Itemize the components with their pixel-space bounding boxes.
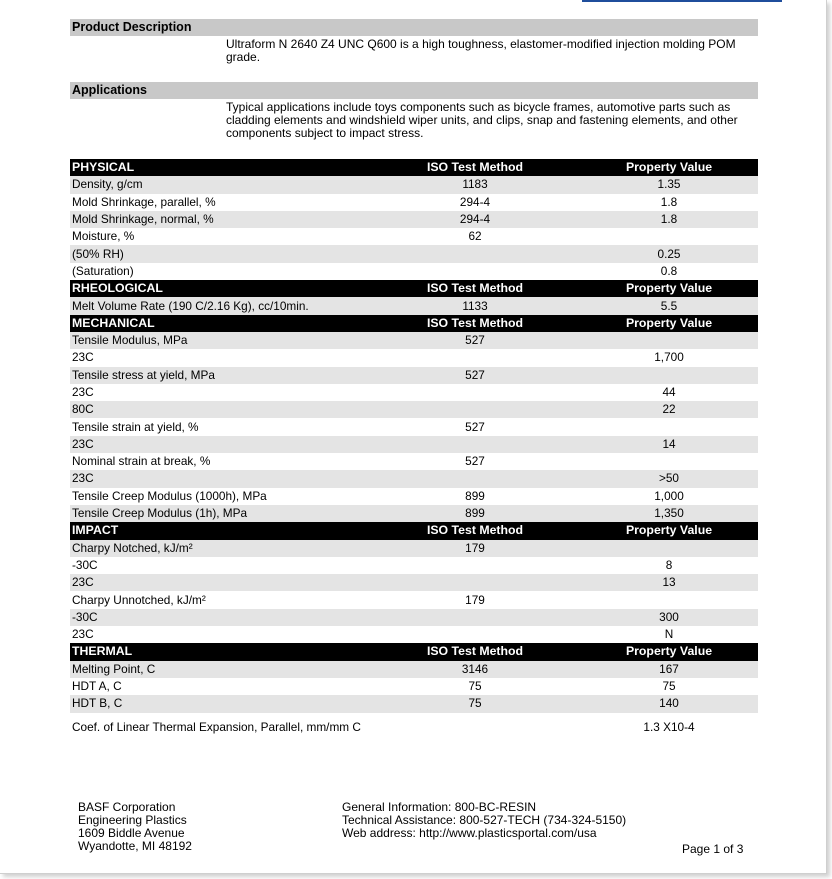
iso-test-method: 294-4	[370, 211, 580, 228]
iso-test-method: 527	[370, 418, 580, 435]
property-value: N	[580, 626, 758, 643]
property-value	[580, 228, 758, 245]
property-row	[70, 349, 758, 366]
property-value: 1.35	[580, 176, 758, 193]
footer-web-address: Web address: http://www.plasticsportal.com/usa	[342, 826, 597, 840]
property-value: 1.3 X10-4	[580, 713, 758, 743]
property-value: 167	[580, 661, 758, 678]
property-name: Charpy Unnotched, kJ/m²	[70, 591, 370, 608]
section-title: THERMAL	[70, 643, 370, 660]
property-row	[70, 194, 758, 211]
property-name: Moisture, %	[70, 228, 370, 245]
property-name: -30C	[70, 557, 370, 574]
section-header-row	[70, 315, 758, 332]
property-value-header: Property Value	[580, 159, 758, 176]
property-name: Charpy Notched, kJ/m²	[70, 540, 370, 557]
footer-address-line: Wyandotte, MI 48192	[78, 839, 192, 853]
property-row	[70, 436, 758, 453]
property-value: 1.8	[580, 194, 758, 211]
property-value: 75	[580, 678, 758, 695]
property-value: 0.25	[580, 245, 758, 262]
property-row	[70, 609, 758, 626]
property-value: 1.8	[580, 211, 758, 228]
property-name: 23C	[70, 436, 370, 453]
property-value: 1,000	[580, 488, 758, 505]
footer-contact	[342, 801, 626, 840]
iso-test-method	[370, 245, 580, 262]
property-value: 300	[580, 609, 758, 626]
iso-test-method	[370, 401, 580, 418]
section-header-row	[70, 643, 758, 660]
iso-test-method	[370, 713, 580, 743]
property-value-header: Property Value	[580, 315, 758, 332]
property-row	[70, 401, 758, 418]
property-row	[70, 228, 758, 245]
iso-test-method	[370, 557, 580, 574]
property-name: 23C	[70, 574, 370, 591]
property-row	[70, 211, 758, 228]
section-title: PHYSICAL	[70, 159, 370, 176]
property-row	[70, 384, 758, 401]
iso-test-method: 899	[370, 488, 580, 505]
iso-test-method	[370, 609, 580, 626]
property-value: 1,700	[580, 349, 758, 366]
iso-test-method	[370, 574, 580, 591]
iso-test-method	[370, 263, 580, 280]
product-description-heading: Product Description	[70, 19, 758, 36]
property-row	[70, 678, 758, 695]
property-row	[70, 661, 758, 678]
property-value	[580, 591, 758, 608]
section-title: MECHANICAL	[70, 315, 370, 332]
footer-technical-assistance: Technical Assistance: 800-527-TECH (734-324-5150)	[342, 813, 627, 827]
property-name: -30C	[70, 609, 370, 626]
property-row	[70, 332, 758, 349]
property-name: Tensile Modulus, MPa	[70, 332, 370, 349]
property-name: 23C	[70, 384, 370, 401]
iso-test-method: 1133	[370, 297, 580, 314]
iso-test-method	[370, 470, 580, 487]
iso-test-method: 527	[370, 453, 580, 470]
property-row	[70, 591, 758, 608]
iso-test-method	[370, 349, 580, 366]
footer-general-info: General Information: 800-BC-RESIN	[342, 800, 537, 814]
property-row	[70, 540, 758, 557]
property-name: Mold Shrinkage, normal, %	[70, 211, 370, 228]
iso-test-method: 179	[370, 591, 580, 608]
page-top-accent	[582, 0, 782, 2]
property-name: Tensile stress at yield, MPa	[70, 367, 370, 384]
property-value	[580, 453, 758, 470]
section-header-row	[70, 522, 758, 539]
property-name: 23C	[70, 626, 370, 643]
section-header-row	[70, 280, 758, 297]
iso-test-method: 3146	[370, 661, 580, 678]
property-row	[70, 453, 758, 470]
property-name: Tensile Creep Modulus (1h), MPa	[70, 505, 370, 522]
section-title: IMPACT	[70, 522, 370, 539]
property-row	[70, 263, 758, 280]
property-name: 23C	[70, 470, 370, 487]
property-row	[70, 713, 758, 743]
property-name: Density, g/cm	[70, 176, 370, 193]
iso-test-method: 62	[370, 228, 580, 245]
property-name: Nominal strain at break, %	[70, 453, 370, 470]
property-row	[70, 488, 758, 505]
property-value: 14	[580, 436, 758, 453]
property-value-header: Property Value	[580, 643, 758, 660]
property-name: Coef. of Linear Thermal Expansion, Parallel, mm/mm C	[70, 713, 370, 743]
property-value: 8	[580, 557, 758, 574]
iso-test-method-header: ISO Test Method	[370, 522, 580, 539]
property-name: (50% RH)	[70, 245, 370, 262]
property-table-body	[70, 159, 758, 743]
page-number: Page 1 of 3	[682, 842, 744, 856]
iso-test-method: 899	[370, 505, 580, 522]
property-name: Melt Volume Rate (190 C/2.16 Kg), cc/10min.	[70, 297, 370, 314]
footer-address-line: 1609 Biddle Avenue	[78, 826, 185, 840]
property-row	[70, 470, 758, 487]
applications-heading: Applications	[70, 82, 758, 99]
property-value	[580, 367, 758, 384]
iso-test-method-header: ISO Test Method	[370, 315, 580, 332]
property-row	[70, 557, 758, 574]
property-row	[70, 626, 758, 643]
property-value: 140	[580, 695, 758, 712]
footer-address	[78, 801, 192, 853]
property-row	[70, 418, 758, 435]
iso-test-method: 179	[370, 540, 580, 557]
iso-test-method: 527	[370, 332, 580, 349]
property-row	[70, 505, 758, 522]
property-row	[70, 176, 758, 193]
property-name: HDT A, C	[70, 678, 370, 695]
footer-address-line: BASF Corporation	[78, 800, 176, 814]
property-row	[70, 367, 758, 384]
iso-test-method-header: ISO Test Method	[370, 159, 580, 176]
iso-test-method	[370, 384, 580, 401]
applications-text: Typical applications include toys components such as bicycle frames, automotive parts such as cladding elements and windshield wiper units, and clips, snap and fastening elements, and other components subject to impact stress.	[226, 100, 738, 140]
iso-test-method: 294-4	[370, 194, 580, 211]
iso-test-method	[370, 626, 580, 643]
iso-test-method-header: ISO Test Method	[370, 280, 580, 297]
property-value: 13	[580, 574, 758, 591]
property-value: >50	[580, 470, 758, 487]
iso-test-method: 527	[370, 367, 580, 384]
property-value-header: Property Value	[580, 280, 758, 297]
iso-test-method: 75	[370, 695, 580, 712]
property-row	[70, 297, 758, 314]
iso-test-method: 1183	[370, 176, 580, 193]
property-row	[70, 245, 758, 262]
property-value	[580, 332, 758, 349]
section-header-row	[70, 159, 758, 176]
property-name: Melting Point, C	[70, 661, 370, 678]
product-description-text: Ultraform N 2640 Z4 UNC Q600 is a high toughness, elastomer-modified injection molding POM grade.	[226, 37, 736, 64]
property-name: Tensile strain at yield, %	[70, 418, 370, 435]
property-value: 0.8	[580, 263, 758, 280]
property-name: (Saturation)	[70, 263, 370, 280]
property-name: HDT B, C	[70, 695, 370, 712]
property-value: 44	[580, 384, 758, 401]
property-name: Mold Shrinkage, parallel, %	[70, 194, 370, 211]
footer-address-line: Engineering Plastics	[78, 813, 187, 827]
property-value-header: Property Value	[580, 522, 758, 539]
property-name: Tensile Creep Modulus (1000h), MPa	[70, 488, 370, 505]
property-value	[580, 540, 758, 557]
iso-test-method: 75	[370, 678, 580, 695]
property-table	[70, 159, 758, 743]
property-value: 5.5	[580, 297, 758, 314]
property-value	[580, 418, 758, 435]
property-row	[70, 695, 758, 712]
property-value: 1,350	[580, 505, 758, 522]
iso-test-method-header: ISO Test Method	[370, 643, 580, 660]
property-name: 80C	[70, 401, 370, 418]
property-row	[70, 574, 758, 591]
property-value: 22	[580, 401, 758, 418]
section-title: RHEOLOGICAL	[70, 280, 370, 297]
iso-test-method	[370, 436, 580, 453]
property-name: 23C	[70, 349, 370, 366]
